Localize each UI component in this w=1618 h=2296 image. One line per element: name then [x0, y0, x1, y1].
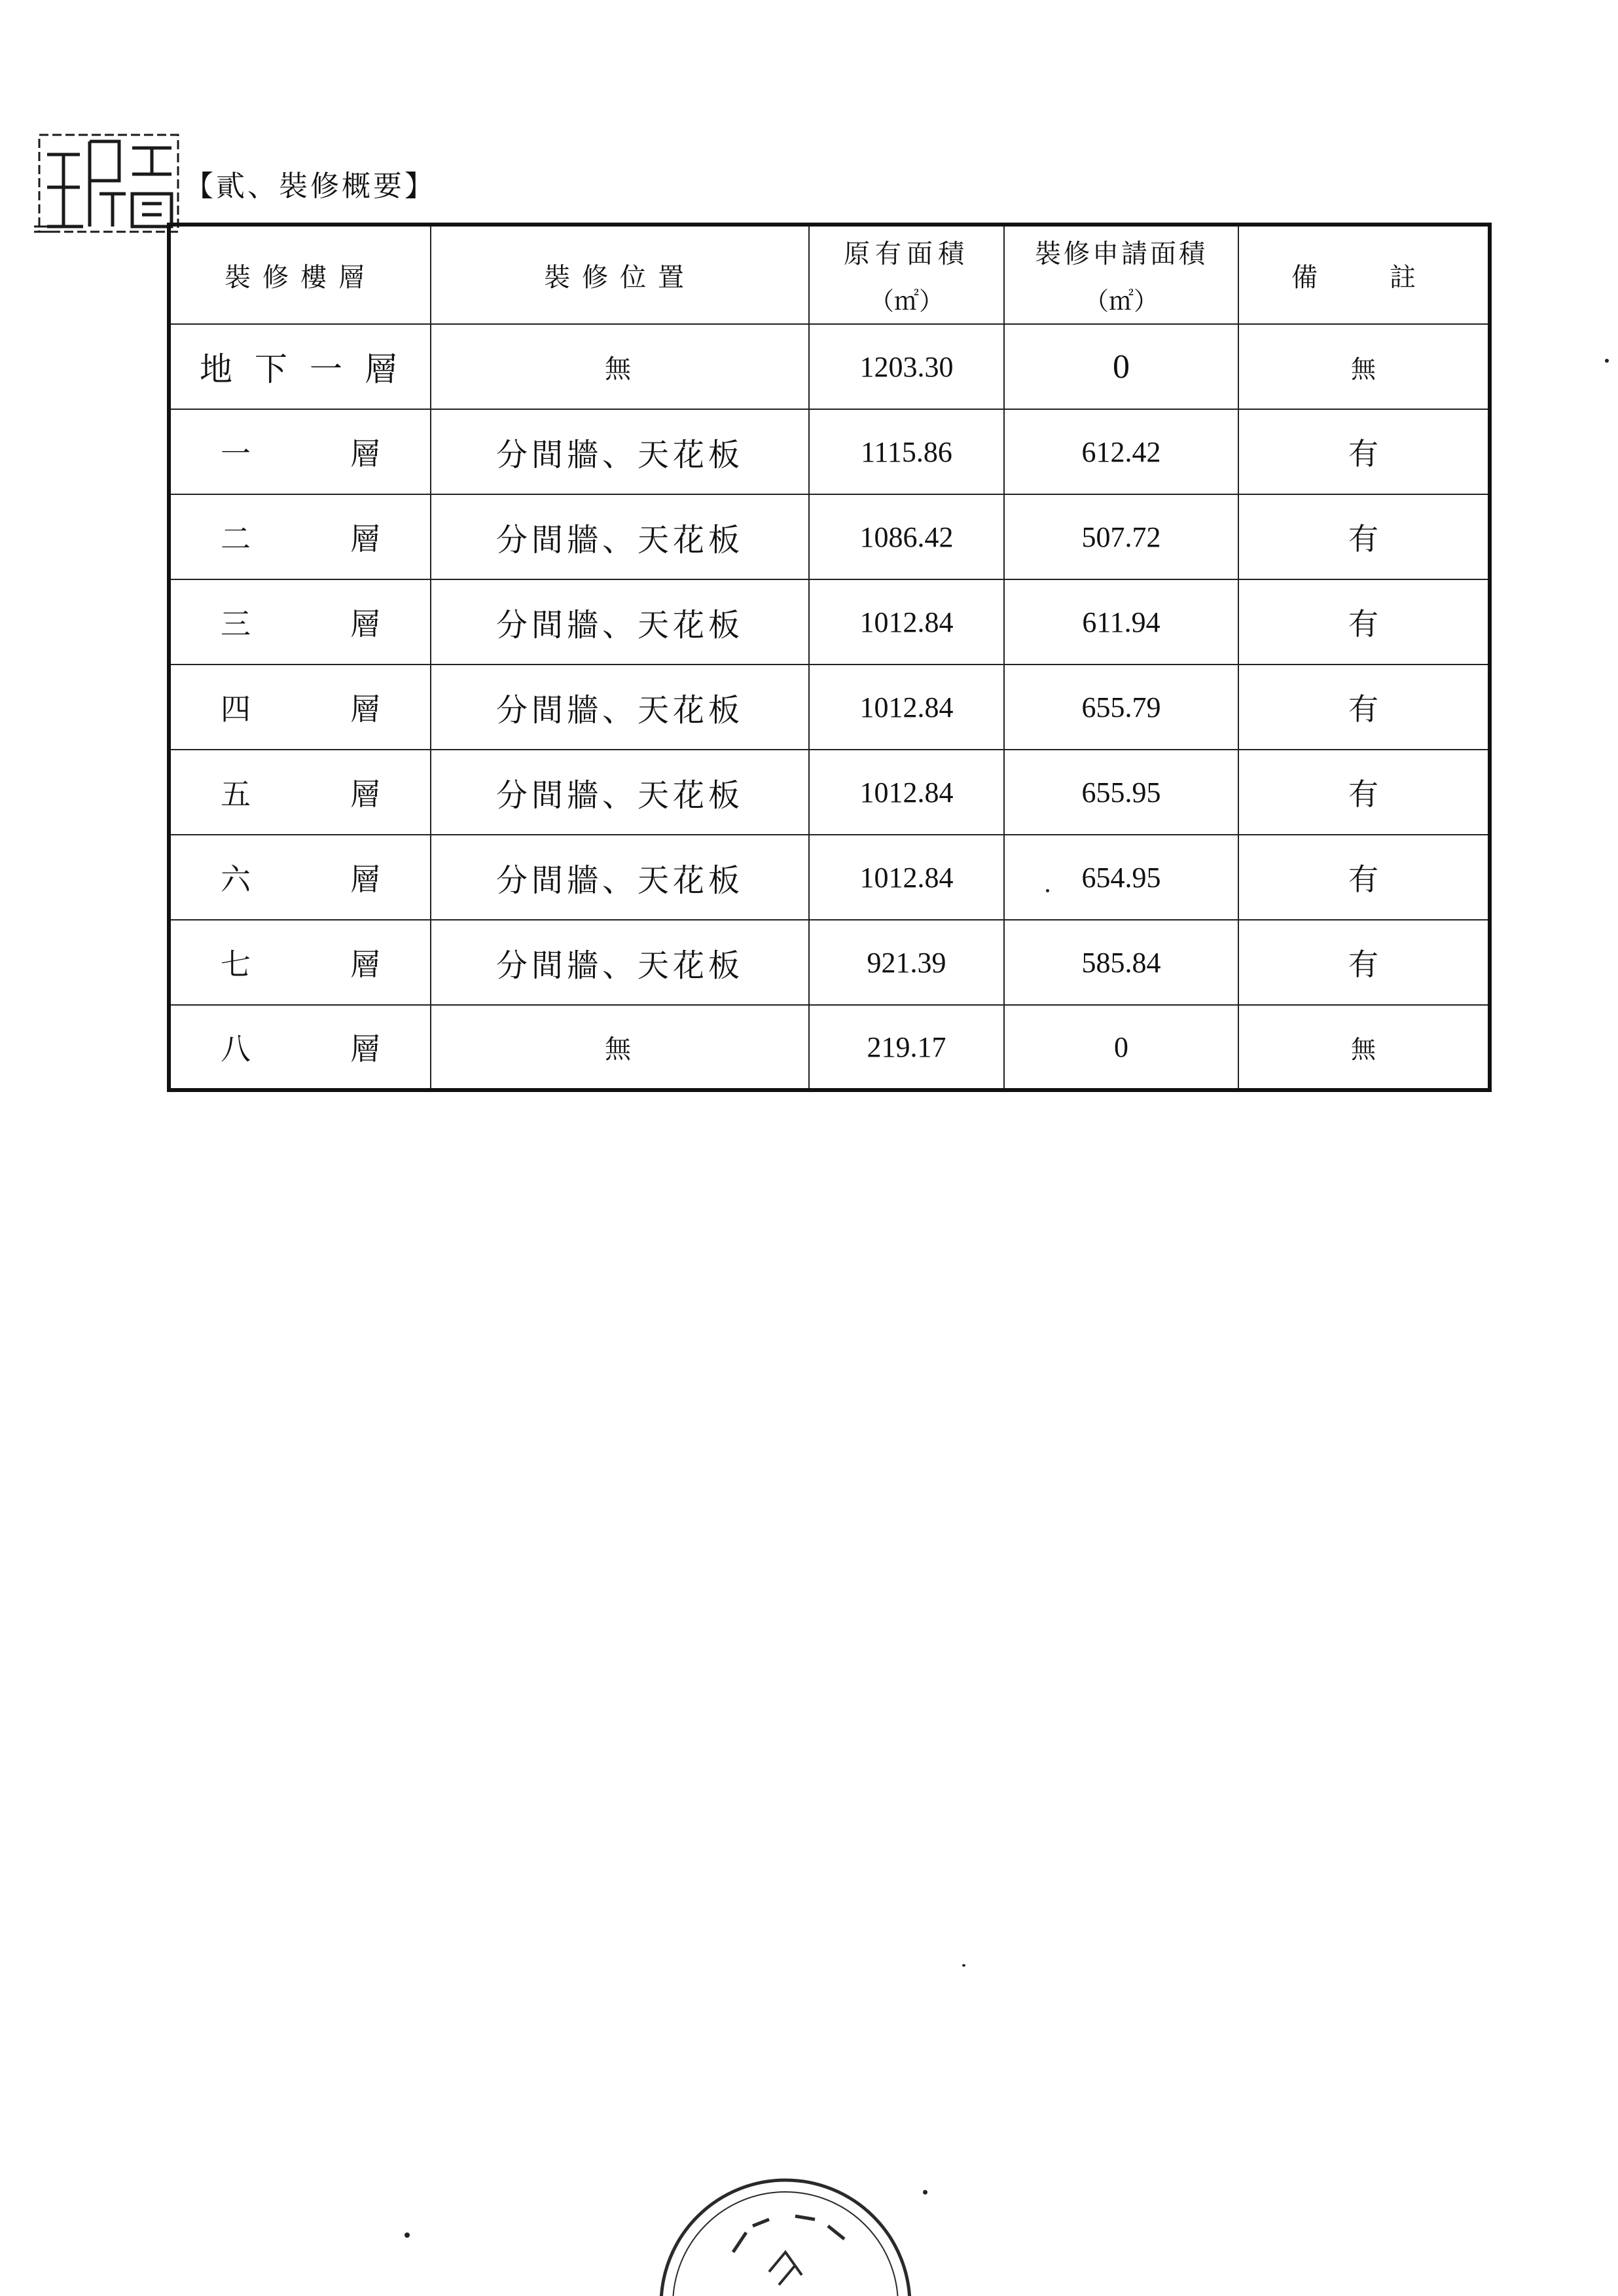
applied-area-cell: 585.84: [1004, 920, 1238, 1005]
table-row: [169, 579, 1490, 665]
original-area-cell: 1115.86: [809, 409, 1004, 494]
applied-area-cell: 612.42: [1004, 409, 1238, 494]
header-applied-area: 裝修申請面積 （㎡）: [1004, 225, 1238, 324]
original-area-cell: 1012.84: [809, 579, 1004, 665]
table-row: [169, 665, 1490, 750]
position-cell: 無: [431, 1005, 809, 1090]
original-area-cell: 921.39: [809, 920, 1004, 1005]
original-area-cell: 1012.84: [809, 835, 1004, 920]
position-cell: 分間牆、天花板: [431, 494, 809, 579]
applied-area-cell: 655.95: [1004, 750, 1238, 835]
official-stamp-icon: [655, 2154, 916, 2296]
position-cell: 分間牆、天花板: [431, 579, 809, 665]
note-cell: 有: [1238, 665, 1490, 750]
original-area-cell: 1086.42: [809, 494, 1004, 579]
header-floor: 裝修樓層: [169, 225, 431, 324]
floor-cell: 三 層: [169, 579, 431, 665]
header-note: 備 註: [1238, 225, 1490, 324]
floor-cell: 一 層: [169, 409, 431, 494]
floor-cell: 六 層: [169, 835, 431, 920]
seal-stamp-icon: [34, 128, 183, 238]
position-cell: 分間牆、天花板: [431, 409, 809, 494]
table-row: [169, 835, 1490, 920]
original-area-cell: 1012.84: [809, 665, 1004, 750]
note-cell: 有: [1238, 835, 1490, 920]
note-cell: 有: [1238, 579, 1490, 665]
note-cell: 有: [1238, 494, 1490, 579]
original-area-cell: 1012.84: [809, 750, 1004, 835]
position-cell: 分間牆、天花板: [431, 835, 809, 920]
scan-speck: [404, 2232, 410, 2238]
table-row: [169, 494, 1490, 579]
floor-cell: 五 層: [169, 750, 431, 835]
header-original-area: 原有面積 （㎡）: [809, 225, 1004, 324]
table-row: [169, 324, 1490, 409]
scan-speck: [1605, 359, 1609, 363]
table-row: [169, 409, 1490, 494]
scan-speck: [1046, 889, 1049, 892]
scan-speck: [962, 1964, 965, 1967]
note-cell: 無: [1238, 324, 1490, 409]
section-heading: 【貳、裝修概要】: [185, 170, 436, 203]
table-row: [169, 1005, 1490, 1090]
table-row: [169, 920, 1490, 1005]
applied-area-cell: 611.94: [1004, 579, 1238, 665]
floor-cell: 七 層: [169, 920, 431, 1005]
original-area-cell: 1203.30: [809, 324, 1004, 409]
applied-area-cell: 655.79: [1004, 665, 1238, 750]
position-cell: 分間牆、天花板: [431, 750, 809, 835]
table-row: [169, 750, 1490, 835]
table-header-row: [169, 225, 1490, 324]
floor-cell: 四 層: [169, 665, 431, 750]
position-cell: 分間牆、天花板: [431, 665, 809, 750]
note-cell: 無: [1238, 1005, 1490, 1090]
note-cell: 有: [1238, 409, 1490, 494]
position-cell: 分間牆、天花板: [431, 920, 809, 1005]
applied-area-cell: 654.95: [1004, 835, 1238, 920]
position-cell: 無: [431, 324, 809, 409]
note-cell: 有: [1238, 750, 1490, 835]
header-position: 裝修位置: [431, 225, 809, 324]
note-cell: 有: [1238, 920, 1490, 1005]
renovation-summary-table: [167, 223, 1492, 1092]
applied-area-cell: 0: [1004, 324, 1238, 409]
floor-cell: 地 下 一 層: [169, 324, 431, 409]
floor-cell: 八 層: [169, 1005, 431, 1090]
applied-area-cell: 507.72: [1004, 494, 1238, 579]
scan-speck: [923, 2190, 927, 2195]
applied-area-cell: 0: [1004, 1005, 1238, 1090]
floor-cell: 二 層: [169, 494, 431, 579]
original-area-cell: 219.17: [809, 1005, 1004, 1090]
